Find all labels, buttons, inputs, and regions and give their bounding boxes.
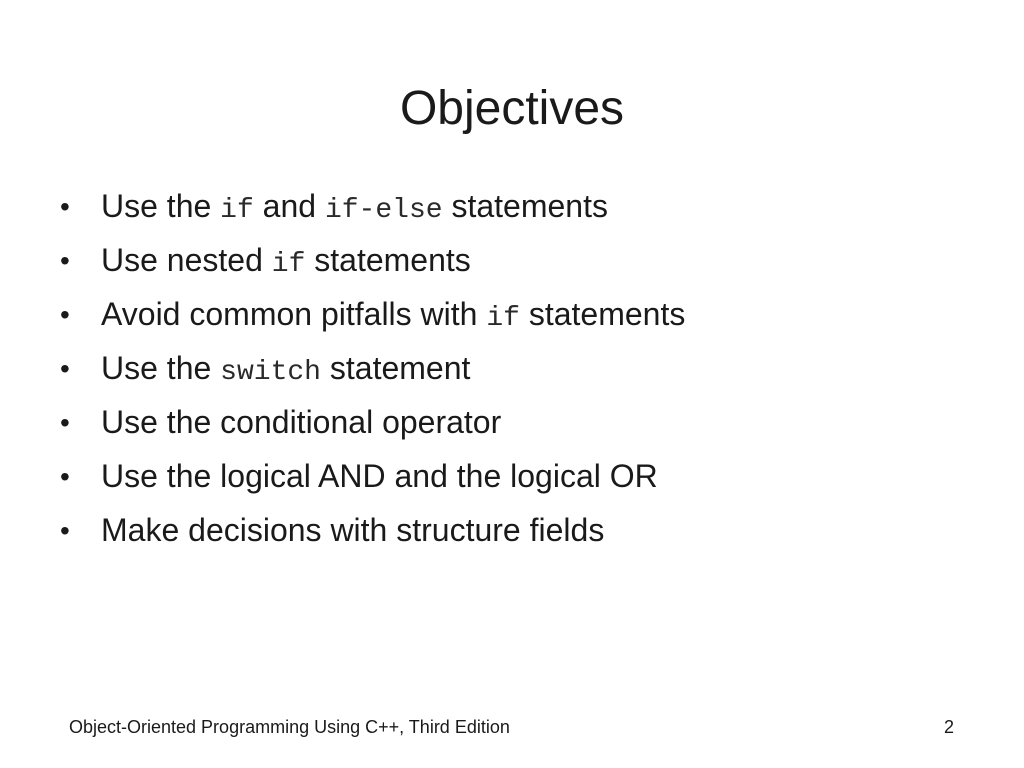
- code-keyword: if: [486, 303, 520, 334]
- objective-item: [60, 187, 685, 226]
- objective-text: Use the logical AND and the logical OR: [101, 458, 658, 494]
- objective-item: [60, 457, 685, 496]
- objective-item: [60, 295, 685, 334]
- bullet-icon: •: [60, 299, 70, 330]
- bullet-icon: •: [60, 191, 70, 222]
- objective-text: statements: [519, 296, 686, 332]
- objective-item: [60, 403, 685, 442]
- slide-title: Objectives: [399, 82, 625, 135]
- objective-item: [60, 511, 685, 550]
- page-number: 2: [943, 717, 954, 737]
- objective-item: [60, 241, 685, 280]
- objective-text: Use the: [101, 350, 221, 386]
- objective-text: statement: [321, 350, 471, 386]
- bullet-icon: •: [60, 353, 70, 384]
- code-keyword: if-else: [324, 195, 443, 226]
- code-keyword: if: [220, 195, 254, 226]
- objective-text: Use the: [101, 188, 221, 224]
- bullet-icon: •: [60, 515, 70, 546]
- objective-text: Avoid common pitfalls with: [101, 296, 487, 332]
- objective-text: and: [253, 188, 325, 224]
- objectives-list: [60, 187, 685, 550]
- objective-item: [60, 349, 685, 388]
- code-keyword: if: [271, 249, 306, 280]
- bullet-icon: •: [60, 461, 70, 492]
- objective-text: Use the conditional operator: [101, 404, 502, 440]
- objective-text: statements: [442, 188, 608, 224]
- objective-text: Use nested: [101, 242, 272, 278]
- objective-text: statements: [305, 242, 471, 278]
- code-keyword: switch: [220, 357, 321, 388]
- bullet-icon: •: [60, 245, 70, 276]
- footer-book-title: Object-Oriented Programming Using C++, Third Edition: [69, 717, 510, 737]
- bullet-icon: •: [60, 407, 70, 438]
- objective-text: Make decisions with structure fields: [101, 512, 605, 548]
